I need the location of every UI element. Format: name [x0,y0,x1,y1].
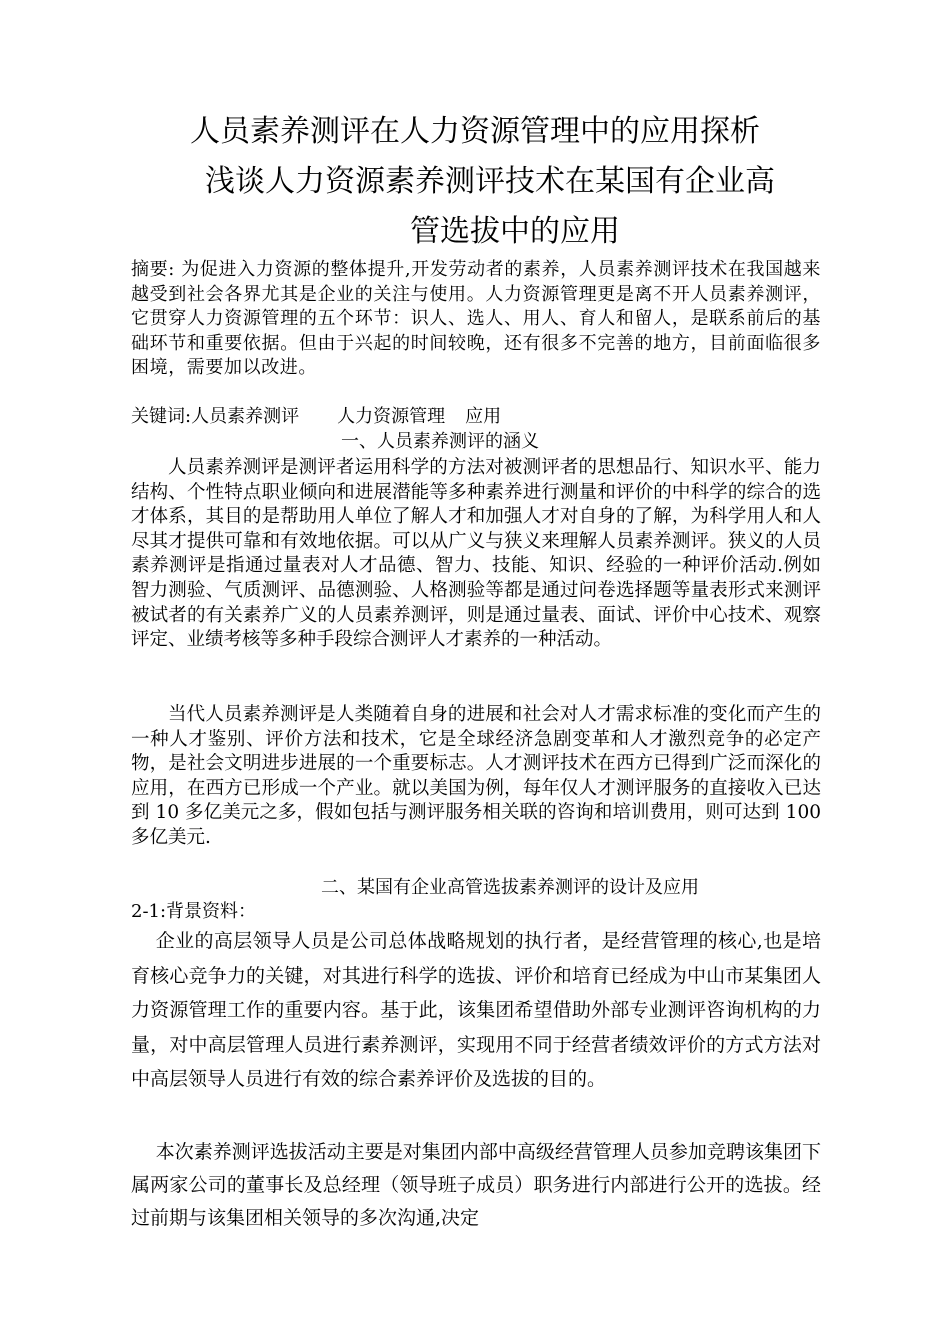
section-1-heading: 一、人员素养测评的涵义 [341,431,539,452]
section-2-subheading: 2-1:背景资料： [131,901,257,922]
keywords [131,405,821,429]
keyword-item: 人员素养测评 [191,406,300,427]
section-2-heading: 二、某国有企业高管选拔素养测评的设计及应用 [321,877,699,898]
keyword-item: 应用 [465,406,502,427]
keywords-label: 关键词: [131,406,192,427]
section-2-paragraph-1: 企业的高层领导人员是公司总体战略规划的执行者，是经营管理的核心,也是培育核心竞争力的关键，对其进行科学的选拔、评价和培育已经成为中山市某集团人力资源管理工作的重要内容。基于此，该集团希望借助外部专业测评咨询机构的力量，对中高层管理人员进行素养测评，实现用不同于经营者绩效评价的方式方法对中高层领导人员进行有效的综合素养评价及选拔的目的。 [131,930,821,1090]
abstract-text: 为促进入力资源的整体提升,开发劳动者的素养，人员素养测评技术在我国越来越受到社会各界尤其是企业的关注与使用。人力资源管理更是离不开人员素养测评，它贯穿人力资源管理的五个环节：识人、选人、用人、育人和留人，是联系前后的基础环节和重要依据。但由于兴起的时间较晚，还有很多不完善的地方，目前面临很多困境，需要加以改进。 [131,259,822,378]
abstract [131,258,821,381]
section-1-paragraph-1: 人员素养测评是测评者运用科学的方法对被测评者的思想品行、知识水平、能力结构、个性特点职业倾向和进展潜能等多种素养进行测量和评价的中科学的综合的选才体系，其目的是帮助用人单位了解人才和加强人才对自身的了解，为科学用人和人尽其才提供可靠和有效地依据。可以从广义与狭义来理解人员素养测评。狭义的人员素养测评是指通过量表对人才品德、智力、技能、知识、经验的一种评价活动.例如智力测验、气质测评、品德测验、人格测验等都是通过问卷选择题等量表形式来测评被试者的有关素养广义的人员素养测评，则是通过量表、面试、评价中心技术、观察评定、业绩考核等多种手段综合测评人才素养的一种活动。 [131,457,821,651]
section-1-paragraph-2: 当代人员素养测评是人类随着自身的进展和社会对人才需求标准的变化而产生的一种人才鉴别、评价方法和技术，它是全球经济急剧变革和人才激烈竞争的必定产物，是社会文明进步进展的一个重要标志。人才测评技术在西方已得到广泛而深化的应用，在西方已形成一个产业。就以美国为例，每年仅人才测评服务的直接收入已达到 10 多亿美元之多，假如包括与测评服务相关联的咨询和培训费用，则可达到 100 多亿美元. [131,704,821,848]
abstract-label: 摘要: [131,259,175,280]
keyword-item: 人力资源管理 [337,406,446,427]
section-2-paragraph-2: 本次素养测评选拔活动主要是对集团内部中高级经营管理人员参加竞聘该集团下属两家公司的董事长及总经理（领导班子成员）职务进行内部进行公开的选拔。经过前期与该集团相关领导的多次沟通,决定 [131,1141,821,1229]
title-line-2: 浅谈人力资源素养测评技术在某国有企业高 [205,164,775,199]
title-line-3: 管选拔中的应用 [410,214,620,249]
title-line-1: 人员素养测评在人力资源管理中的应用探析 [190,114,760,149]
